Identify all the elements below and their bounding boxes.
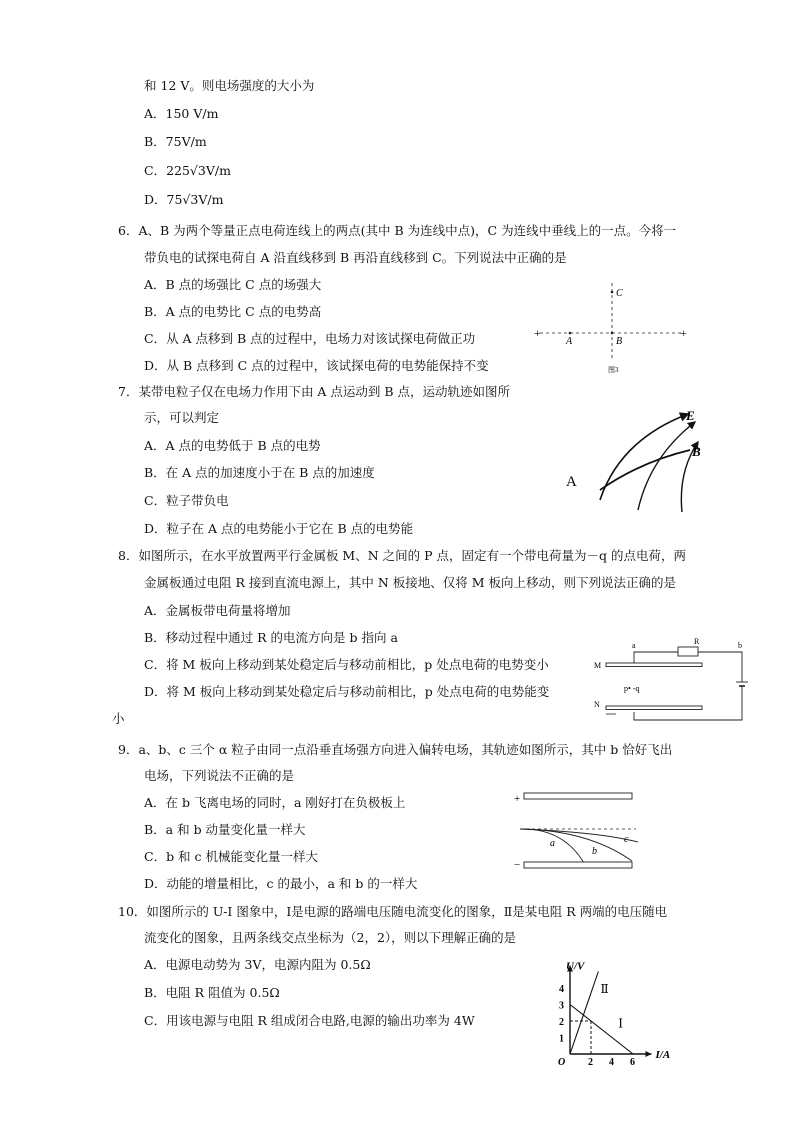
label-b: B bbox=[692, 444, 701, 459]
label-r: R bbox=[694, 637, 700, 646]
q5-option-c: C．225√3V/m bbox=[144, 163, 231, 178]
q10-option-b: B．电阻 R 阻值为 0.5Ω bbox=[144, 985, 280, 1000]
label-e: E bbox=[686, 408, 695, 423]
q7-option-b: B．在 A 点的加速度小于在 B 点的加速度 bbox=[144, 465, 375, 480]
y-tick-label: 1 bbox=[559, 1033, 564, 1045]
q6-option-b: B．A 点的电势比 C 点的电势高 bbox=[144, 304, 322, 319]
q6-option-c: C．从 A 点移到 B 点的过程中，电场力对该试探电荷做正功 bbox=[144, 331, 476, 346]
figure-caption: 图3 bbox=[608, 366, 619, 374]
label-minus-plate: − bbox=[514, 859, 521, 871]
label-m: M bbox=[594, 661, 602, 670]
y-tick-label: 2 bbox=[559, 1017, 564, 1028]
q10-stem-line1: 10．如图所示的 U-I 图象中，Ⅰ是电源的路端电压随电流变化的图象，Ⅱ是某电阻 R 两端的电压随电 bbox=[118, 904, 668, 919]
series-line-1 bbox=[570, 1005, 633, 1055]
q8-circuit-figure bbox=[592, 634, 752, 726]
q10-stem-line2: 流变化的图象，且两条线交点坐标为（2，2），则以下理解正确的是 bbox=[144, 930, 517, 945]
label-a: A bbox=[566, 336, 573, 347]
y-tick-label: 3 bbox=[559, 1000, 564, 1012]
q5-option-d: D．75√3V/m bbox=[144, 192, 224, 207]
q6-option-a: A．B 点的场强比 C 点的场强大 bbox=[144, 277, 322, 292]
q7-option-c: C．粒子带负电 bbox=[144, 493, 229, 508]
label-a: a bbox=[632, 641, 636, 650]
q9-option-a: A．在 b 飞离电场的同时，a 刚好打在负极板上 bbox=[144, 795, 406, 810]
label-plus-plate: + bbox=[514, 793, 521, 805]
y-tick-label: 4 bbox=[559, 984, 564, 995]
label-c: c bbox=[624, 834, 629, 845]
series-label: Ⅰ bbox=[618, 1016, 624, 1031]
q10-option-a: A．电源电动势为 3V，电源内阻为 0.5Ω bbox=[144, 957, 371, 972]
x-tick-label: 2 bbox=[588, 1057, 593, 1068]
q8-option-b: B．移动过程中通过 R 的电流方向是 b 指向 a bbox=[144, 630, 398, 645]
q6-stem-line2: 带负电的试探电荷自 A 沿直线移到 B 再沿直线移到 C。下列说法中正确的是 bbox=[144, 250, 567, 265]
label-p-charge: p• -q bbox=[624, 684, 640, 693]
q9-option-d: D．动能的增量相比，c 的最小，a 和 b 的一样大 bbox=[144, 876, 418, 891]
q8-option-c: C．将 M 板向上移动到某处稳定后与移动前相比，p 处点电荷的电势变小 bbox=[144, 657, 549, 672]
x-axis-arrow bbox=[646, 1051, 652, 1057]
q9-deflection-figure bbox=[508, 788, 644, 872]
origin-label: O bbox=[558, 1057, 566, 1068]
q5-option-b: B．75V/m bbox=[144, 134, 207, 149]
plus-charge-right: + bbox=[680, 326, 687, 340]
q5-option-a: A．150 V/m bbox=[144, 106, 219, 121]
q8-option-d-wrap: 小 bbox=[112, 711, 125, 726]
series-line-2 bbox=[570, 972, 598, 1055]
q7-stem-line1: 7．某带电粒子仅在电场力作用下由 A 点运动到 B 点，运动轨迹如图所 bbox=[118, 384, 511, 399]
q7-option-a: A．A 点的电势低于 B 点的电势 bbox=[144, 438, 321, 453]
q9-stem-line2: 电场，下列说法不正确的是 bbox=[144, 768, 295, 783]
series-label: Ⅱ bbox=[600, 981, 609, 996]
label-b: b bbox=[592, 846, 597, 857]
q8-stem-line1: 8．如图所示，在水平放置两平行金属板 M、N 之间的 P 点，固定有一个带电荷量为－q 的点电荷，两 bbox=[118, 548, 686, 563]
x-axis-label: I/A bbox=[655, 1049, 671, 1061]
q9-option-c: C．b 和 c 机械能变化量一样大 bbox=[144, 849, 318, 864]
x-tick-label: 4 bbox=[609, 1057, 614, 1068]
q5-stem-tail: 和 12 V。则电场强度的大小为 bbox=[144, 78, 315, 93]
q6-stem-line1: 6．A、B 为两个等量正点电荷连线上的两点(其中 B 为连线中点)，C 为连线中垂线上的一点。今将一 bbox=[118, 223, 677, 238]
plus-charge-left: + bbox=[534, 326, 541, 340]
q6-figure bbox=[530, 278, 690, 378]
x-tick-label: 6 bbox=[630, 1057, 635, 1068]
label-a: A bbox=[566, 474, 577, 490]
q8-option-d: D．将 M 板向上移动到某处稳定后与移动前相比，p 处点电荷的电势能变 bbox=[144, 684, 550, 699]
q7-stem-line2: 示，可以判定 bbox=[144, 410, 220, 425]
q9-option-b: B．a 和 b 动量变化量一样大 bbox=[144, 822, 306, 837]
q8-option-a: A．金属板带电荷量将增加 bbox=[144, 603, 291, 618]
y-axis-label: U/V bbox=[566, 960, 585, 973]
q8-stem-line2: 金属板通过电阻 R 接到直流电源上，其中 N 板接地、仅将 M 板向上移动，则下列说法正确的是 bbox=[144, 575, 676, 590]
label-c: C bbox=[616, 288, 623, 299]
q7-figure bbox=[560, 402, 720, 518]
q9-stem-line1: 9．a、b、c 三个 α 粒子由同一点沿垂直场强方向进入偏转电场，其轨迹如图所示，其中 b 恰好飞出 bbox=[118, 742, 673, 757]
q10-option-c: C．用该电源与电阻 R 组成闭合电路,电源的输出功率为 4W bbox=[144, 1013, 475, 1028]
ui-chart bbox=[548, 956, 698, 1068]
q6-option-d: D．从 B 点移到 C 点的过程中，该试探电荷的电势能保持不变 bbox=[144, 358, 489, 373]
q7-option-d: D．粒子在 A 点的电势能小于它在 B 点的电势能 bbox=[144, 521, 414, 536]
label-n: N bbox=[594, 700, 600, 709]
label-b: b bbox=[738, 641, 742, 650]
label-b: B bbox=[616, 336, 623, 347]
label-a: a bbox=[550, 838, 555, 849]
